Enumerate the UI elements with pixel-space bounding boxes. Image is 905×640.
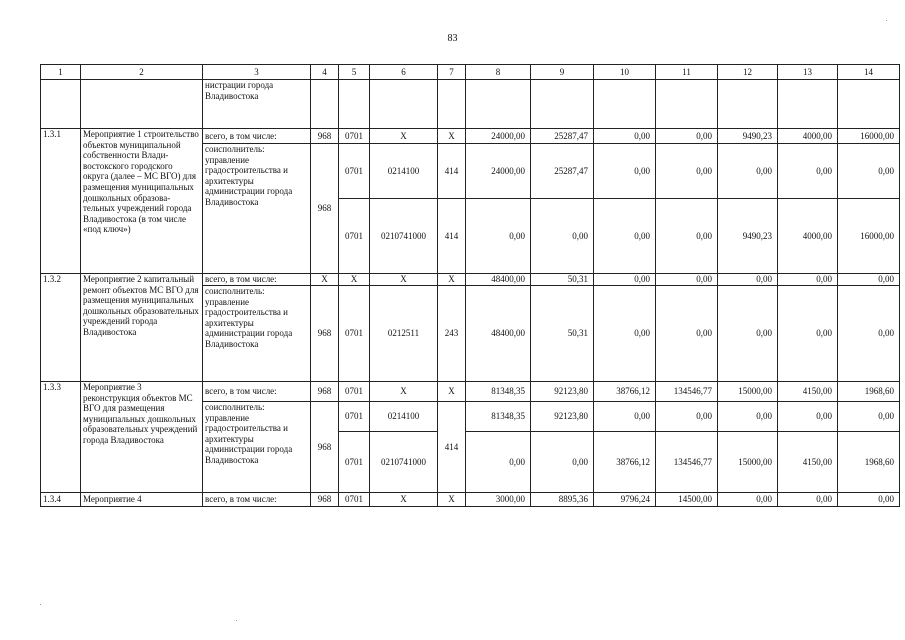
cell: 38766,12 (594, 432, 656, 493)
cell: 4150,00 (778, 432, 838, 493)
total-label: всего, в том числе: (203, 382, 311, 402)
measure-name: Мероприятие 2 капитальный ремонт объектов МС ВГО для размещения муниципальных дошкольных образовательных учреждений города Владивостока (81, 274, 203, 382)
cell: 0701 (339, 286, 370, 382)
cell: 24000,00 (466, 144, 531, 199)
cell: 968 (311, 382, 339, 402)
cell: 0,00 (838, 274, 900, 286)
cell: 414 (438, 199, 466, 274)
row-code: 1.3.2 (41, 274, 81, 382)
cell: 0701 (339, 432, 370, 493)
cell: 14500,00 (656, 493, 718, 507)
cell: 81348,35 (466, 382, 531, 402)
table-row (41, 493, 900, 507)
cell: Х (438, 493, 466, 507)
table-row (41, 382, 900, 402)
header-row (41, 65, 900, 80)
cell: 25287,47 (531, 129, 594, 144)
cell: 0,00 (656, 129, 718, 144)
cell: Х (370, 382, 438, 402)
cell: 9490,23 (718, 129, 778, 144)
cell: 0,00 (466, 432, 531, 493)
cell: 0,00 (778, 493, 838, 507)
cell: 0,00 (718, 144, 778, 199)
header-cell: 11 (656, 65, 718, 80)
cell: 0701 (339, 129, 370, 144)
header-cell: 12 (718, 65, 778, 80)
cell: 4000,00 (778, 129, 838, 144)
cell: 0,00 (531, 432, 594, 493)
cell: 0,00 (778, 144, 838, 199)
cell: 92123,80 (531, 382, 594, 402)
table-row (41, 274, 900, 286)
cell: 968 (311, 402, 339, 493)
cell: 25287,47 (531, 144, 594, 199)
measure-name: Мероприятие 4 (81, 493, 203, 507)
cell: 0,00 (594, 199, 656, 274)
cell: 4150,00 (778, 382, 838, 402)
header-cell: 9 (531, 65, 594, 80)
cell: Х (370, 129, 438, 144)
cell: 50,31 (531, 274, 594, 286)
cell: 0,00 (594, 144, 656, 199)
budget-table (40, 64, 900, 507)
scan-speck (40, 604, 41, 605)
header-cell: 10 (594, 65, 656, 80)
header-cell: 7 (438, 65, 466, 80)
continuation-row (41, 80, 900, 129)
cell: Х (438, 274, 466, 286)
cell: 0,00 (656, 199, 718, 274)
cell: 414 (438, 402, 466, 493)
cell: 0,00 (778, 286, 838, 382)
measure-name: Мероприятие 1 строительство объектов муниципальной собственности Влади-востокского городского округа (далее – МС ВГО) для размещения муниципальных дошкольных образова-тельных учреждений города Владивостока (в том числе «под ключ») (81, 129, 203, 274)
cell: 0,00 (778, 402, 838, 432)
table-row (41, 129, 900, 144)
cell: 0,00 (594, 129, 656, 144)
cell: 0,00 (718, 274, 778, 286)
cell: 92123,80 (531, 402, 594, 432)
cell: 0,00 (656, 144, 718, 199)
cell: 0,00 (838, 493, 900, 507)
header-cell: 14 (838, 65, 900, 80)
total-label: всего, в том числе: (203, 493, 311, 507)
cell: Х (438, 382, 466, 402)
header-cell: 2 (81, 65, 203, 80)
cell: 0212511 (370, 286, 438, 382)
cell: 0,00 (594, 402, 656, 432)
cell: 9796,24 (594, 493, 656, 507)
cell: 0,00 (718, 402, 778, 432)
cell: 0,00 (838, 144, 900, 199)
row-code: 1.3.1 (41, 129, 81, 274)
cell: 3000,00 (466, 493, 531, 507)
cell: 0701 (339, 144, 370, 199)
cell: 0,00 (466, 199, 531, 274)
cell: 0,00 (656, 274, 718, 286)
cell: 0701 (339, 402, 370, 432)
cell: 15000,00 (718, 432, 778, 493)
cell: 0,00 (656, 286, 718, 382)
cell: 4000,00 (778, 199, 838, 274)
cell: 0214100 (370, 402, 438, 432)
cell: 0,00 (594, 286, 656, 382)
cell: Х (311, 274, 339, 286)
cell: 968 (311, 286, 339, 382)
header-cell: 4 (311, 65, 339, 80)
cell: 0,00 (656, 402, 718, 432)
cell: 1968,60 (838, 432, 900, 493)
cell: 968 (311, 144, 339, 274)
cell: 0701 (339, 382, 370, 402)
cell: 0,00 (531, 199, 594, 274)
row-code: 1.3.3 (41, 382, 81, 493)
row-code: 1.3.4 (41, 493, 81, 507)
page-number: 83 (447, 33, 458, 44)
cell: 0,00 (718, 286, 778, 382)
cell: Х (438, 129, 466, 144)
cell: 50,31 (531, 286, 594, 382)
cell: 15000,00 (718, 382, 778, 402)
cell: 0701 (339, 199, 370, 274)
cell: 414 (438, 144, 466, 199)
cell: 0701 (339, 493, 370, 507)
total-label: всего, в том числе: (203, 129, 311, 144)
continuation-text: нистрации города Владивостока (203, 80, 311, 129)
cell: 0210741000 (370, 432, 438, 493)
header-cell: 3 (203, 65, 311, 80)
executor-text: соисполнитель: управление градостроительства и архитектуры администрации города Владивостока (203, 144, 311, 274)
cell: 38766,12 (594, 382, 656, 402)
cell: Х (370, 274, 438, 286)
cell: 1968,60 (838, 382, 900, 402)
cell: 968 (311, 493, 339, 507)
cell: 16000,00 (838, 129, 900, 144)
cell: 0,00 (718, 493, 778, 507)
cell: 968 (311, 129, 339, 144)
cell: Х (370, 493, 438, 507)
cell: 134546,77 (656, 432, 718, 493)
cell: 0210741000 (370, 199, 438, 274)
cell: 0,00 (838, 286, 900, 382)
measure-name: Мероприятие 3 реконструкция объектов МС ВГО для размещения муниципальных дошкольных образовательных учреждений города Владивостока (81, 382, 203, 493)
cell: 9490,23 (718, 199, 778, 274)
cell: 0,00 (594, 274, 656, 286)
scan-speck (236, 620, 237, 621)
cell: 0214100 (370, 144, 438, 199)
executor-text: соисполнитель: управление градостроительства и архитектуры администрации города Владивостока (203, 286, 311, 382)
header-cell: 8 (466, 65, 531, 80)
cell: 24000,00 (466, 129, 531, 144)
cell: 16000,00 (838, 199, 900, 274)
header-cell: 13 (778, 65, 838, 80)
cell: 0,00 (778, 274, 838, 286)
scan-speck (886, 20, 887, 21)
header-cell: 5 (339, 65, 370, 80)
cell: 0,00 (838, 402, 900, 432)
cell: 81348,35 (466, 402, 531, 432)
cell: 48400,00 (466, 286, 531, 382)
cell: 134546,77 (656, 382, 718, 402)
executor-text: соисполнитель: управление градостроительства и архитектуры администрации города Владивостока (203, 402, 311, 493)
header-cell: 1 (41, 65, 81, 80)
cell: 243 (438, 286, 466, 382)
cell: Х (339, 274, 370, 286)
cell: 8895,36 (531, 493, 594, 507)
header-cell: 6 (370, 65, 438, 80)
cell: 48400,00 (466, 274, 531, 286)
total-label: всего, в том числе: (203, 274, 311, 286)
